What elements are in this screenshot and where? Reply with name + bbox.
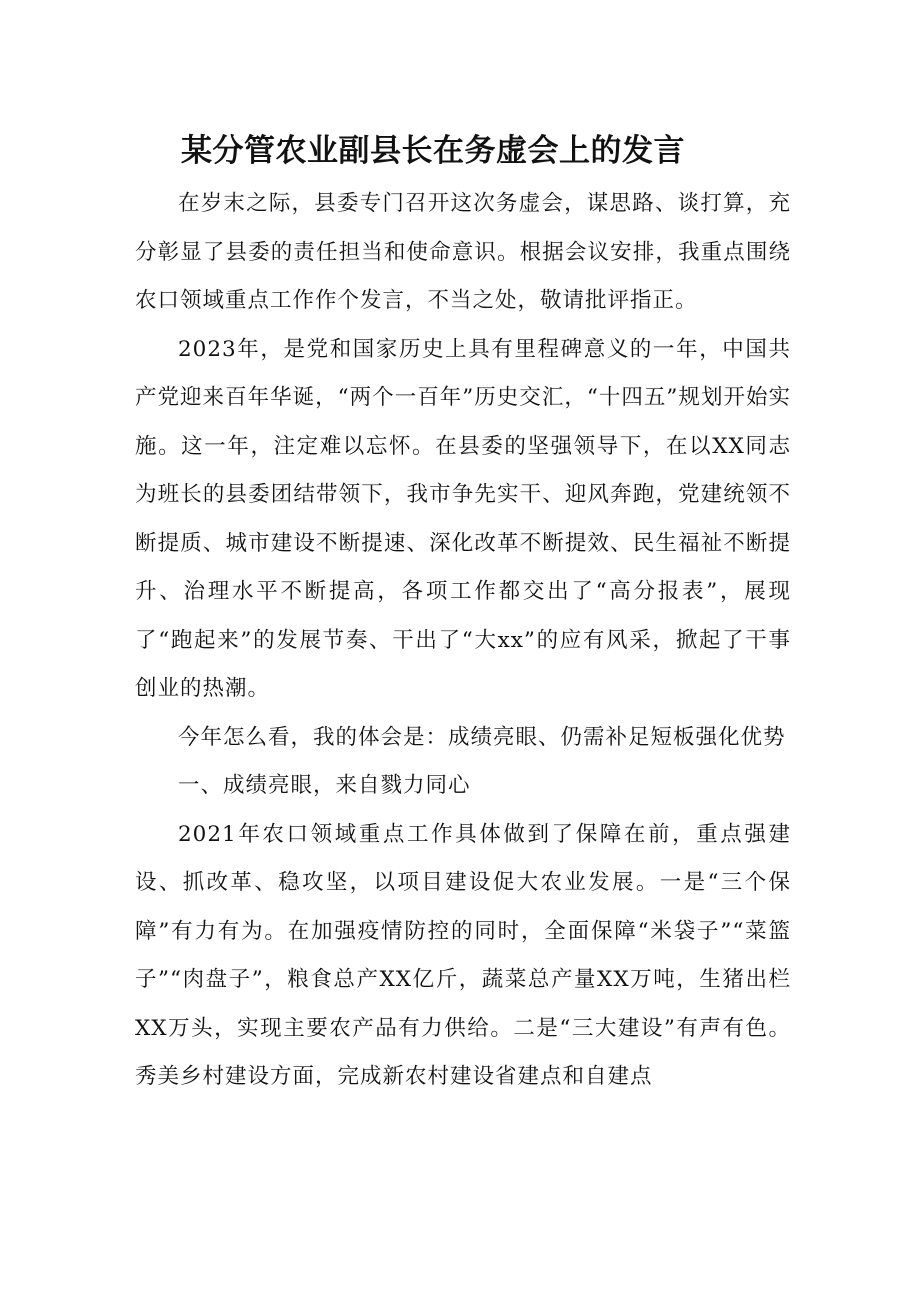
paragraph-opening: 在岁末之际，县委专门召开这次务虚会，谋思路、谈打算，充分彰显了县委的责任担当和使命意识。根据会议安排，我重点围绕农口领域重点工作作个发言，不当之处，敬请批评指正。 (135, 191, 791, 313)
document-title: 某分管农业副县长在务虚会上的发言 (181, 133, 685, 169)
paragraph-achievements: 2021年农口领域重点工作具体做到了保障在前，重点强建设、抓改革、稳攻坚，以项目建设促大农业发展。一是“三个保障”有力有为。在加强疫情防控的同时，全面保障“米袋子”“菜篮子”“肉盘子”，粮食总产XX亿斤，蔬菜总产量XX万吨，生猪出栏XX万头，实现主要农产品有力供给。二是“三大建设”有声有色。秀美乡村建设方面，完成新农村建设省建点和自建点 (135, 821, 791, 1089)
section-heading-1: 一、成绩亮眼，来自戮力同心 (178, 773, 471, 798)
paragraph-year-review: 2023年，是党和国家历史上具有里程碑意义的一年，中国共产党迎来百年华诞，“两个一百年”历史交汇，“十四五”规划开始实施。这一年，注定难以忘怀。在县委的坚强领导下，在以XX同志为班长的县委团结带领下，我市争先实干、迎风奔跑，党建统领不断提质、城市建设不断提速、深化改革不断提效、民生福祉不断提升、治理水平不断提高，各项工作都交出了“高分报表”，展现了“跑起来”的发展节奏、干出了“大xx”的应有风采，掀起了干事创业的热潮。 (135, 336, 791, 701)
paragraph-view: 今年怎么看，我的体会是：成绩亮眼、仍需补足短板强化优势 (178, 724, 786, 750)
document-body (135, 180, 791, 1102)
